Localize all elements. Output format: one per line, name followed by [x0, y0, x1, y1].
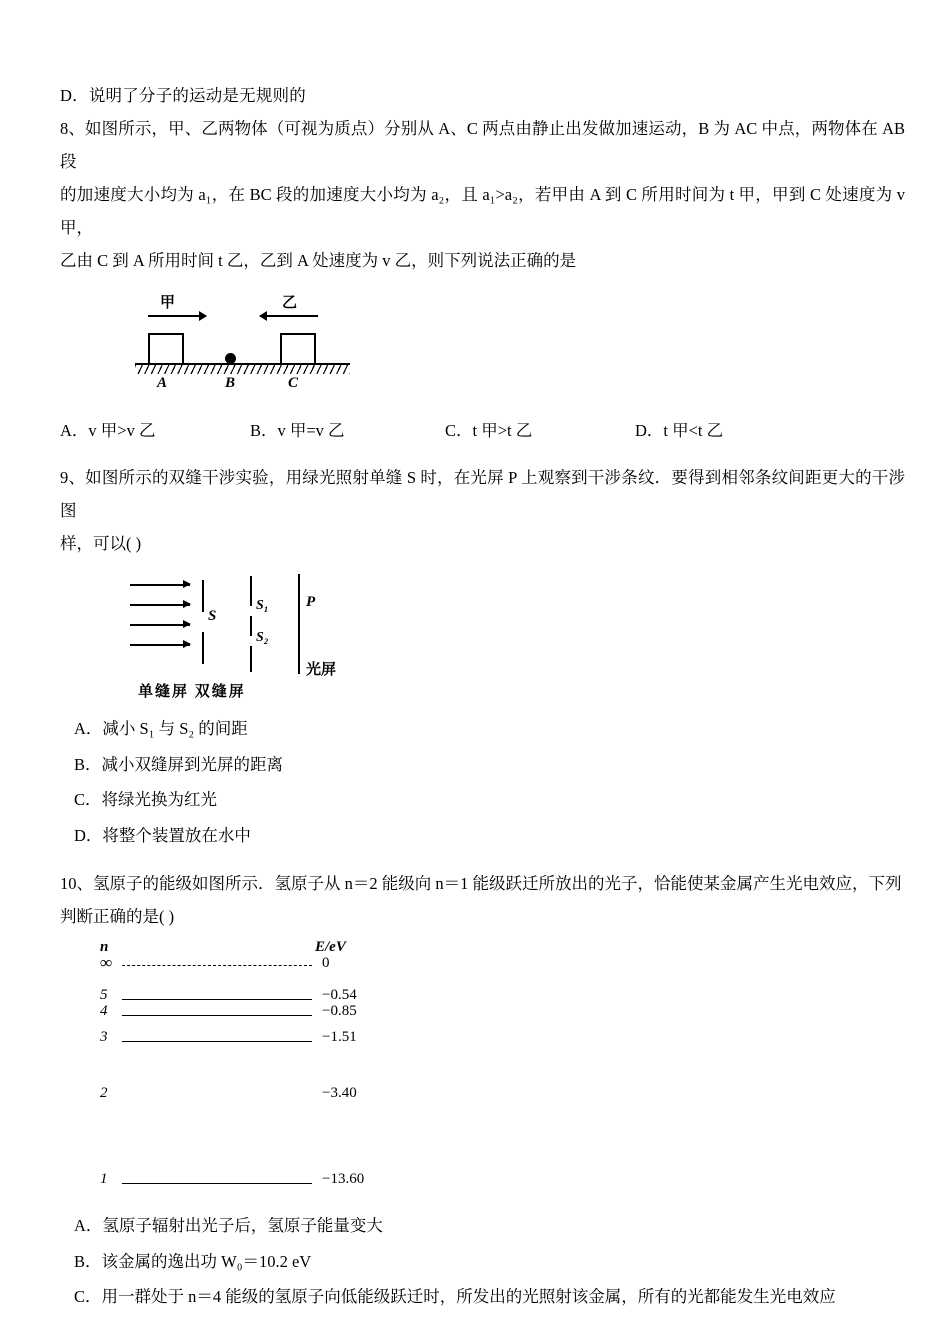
level-energy-5: −0.54	[322, 987, 357, 1004]
q8-option-b: B．v 甲=v 乙	[250, 421, 345, 441]
light-ray-1	[130, 584, 190, 586]
question-9	[60, 461, 905, 853]
light-ray-3	[130, 624, 190, 626]
light-ray-2	[130, 604, 190, 606]
q9-option-b: B．减小双缝屏到光屏的距离	[74, 754, 284, 774]
level-label-n-5: 5	[100, 987, 108, 1004]
level-energy-4: −0.85	[322, 1003, 357, 1020]
q8-options	[60, 414, 905, 447]
q10-figure	[60, 939, 905, 1204]
figure-header-n: n	[100, 939, 109, 956]
figure-label-b: B	[225, 375, 236, 392]
figure-label-s1: S₁	[256, 598, 269, 614]
q9-text-line2: 样，可以( )	[60, 534, 142, 554]
q10-text-line1: 10、氢原子的能级如图所示．氢原子从 n＝2 能级向 n＝1 能级跃迁所放出的光子，恰能使某金属产生光电效应，下列	[60, 874, 902, 894]
figure-label-s2: S₂	[256, 630, 269, 646]
screen-line	[298, 574, 300, 674]
q9-option-d: D．将整个装置放在水中	[74, 825, 251, 845]
level-label-n-2: 2	[100, 1085, 108, 1102]
single-slit-upper	[202, 580, 204, 612]
double-slit-upper	[250, 576, 252, 606]
level-energy-1: −13.60	[322, 1171, 365, 1188]
level-energy-2: −3.40	[322, 1085, 357, 1102]
level-line-inf	[122, 965, 312, 966]
q10-text-line2: 判断正确的是( )	[60, 907, 175, 927]
carryover-option-d: D．说明了分子的运动是无规则的	[60, 86, 306, 105]
q9-figure	[60, 570, 905, 705]
q9-option-a: A．减小 S₁ 与 S₂ 的间距	[74, 719, 248, 739]
figure-label-c: C	[288, 375, 299, 392]
figure-header-e: E/eV	[315, 939, 346, 956]
block-a-shape	[148, 333, 184, 365]
level-line-1	[122, 1183, 312, 1184]
level-label-n-inf: ∞	[100, 953, 113, 973]
figure-label-bottom: 单缝屏 双缝屏	[138, 684, 246, 701]
level-energy-inf: 0	[322, 955, 330, 972]
q8-option-c: C．t 甲>t 乙	[445, 421, 533, 441]
q8-text-line3: 乙由 C 到 A 所用时间 t 乙，乙到 A 处速度为 v 乙，则下列说法正确的是	[60, 251, 577, 271]
level-label-n-1: 1	[100, 1171, 108, 1188]
figure-label-s: S	[208, 608, 217, 625]
level-energy-3: −1.51	[322, 1029, 357, 1046]
light-ray-4	[130, 644, 190, 646]
figure-label-p: P	[306, 594, 316, 611]
level-line-3	[122, 1041, 312, 1042]
q8-figure	[60, 291, 905, 406]
q8-option-d: D．t 甲<t 乙	[635, 421, 724, 441]
q8-text-line2: 的加速度大小均为 a₁，在 BC 段的加速度大小均为 a₂，且 a₁>a₂，若甲由 A 到 C 所用时间为 t 甲，甲到 C 处速度为 v 甲，	[60, 185, 905, 238]
q10-option-c: C．用一群处于 n＝4 能级的氢原子向低能级跃迁时，所发出的光照射该金属，所有的光都能发生光电效应	[74, 1286, 836, 1306]
q10-option-b: B．该金属的逸出功 W₀＝10.2 eV	[74, 1251, 312, 1271]
q9-option-c: C．将绿光换为红光	[74, 790, 218, 810]
block-c-shape	[280, 333, 316, 365]
q8-text-line1: 8、如图所示，甲、乙两物体（可视为质点）分别从 A、C 两点由静止出发做加速运动，B 为 AC 中点，两物体在 AB 段	[60, 119, 905, 172]
figure-label-screen: 光屏	[306, 662, 337, 679]
level-label-n-3: 3	[100, 1029, 108, 1046]
ground-hatch	[135, 363, 350, 374]
arrow-left-icon	[260, 315, 318, 317]
q8-option-a: A．v 甲>v 乙	[60, 421, 156, 441]
figure-label-a: A	[157, 375, 168, 392]
question-10	[60, 867, 905, 1314]
arrow-right-icon	[148, 315, 206, 317]
figure-label-jia: 甲	[160, 295, 176, 312]
q9-text-line1: 9、如图所示的双缝干涉实验，用绿光照射单缝 S 时，在光屏 P 上观察到干涉条纹．要得到相邻条纹间距更大的干涉图	[60, 468, 905, 521]
level-line-4	[122, 1015, 312, 1016]
question-8	[60, 112, 905, 447]
single-slit-lower	[202, 632, 204, 664]
double-slit-lower	[250, 646, 252, 672]
level-line-5	[122, 999, 312, 1000]
page-content	[60, 80, 905, 1316]
double-slit-middle	[250, 616, 252, 636]
q10-option-a: A．氢原子辐射出光子后，氢原子能量变大	[74, 1216, 383, 1236]
figure-label-yi: 乙	[282, 295, 298, 312]
level-label-n-4: 4	[100, 1003, 108, 1020]
